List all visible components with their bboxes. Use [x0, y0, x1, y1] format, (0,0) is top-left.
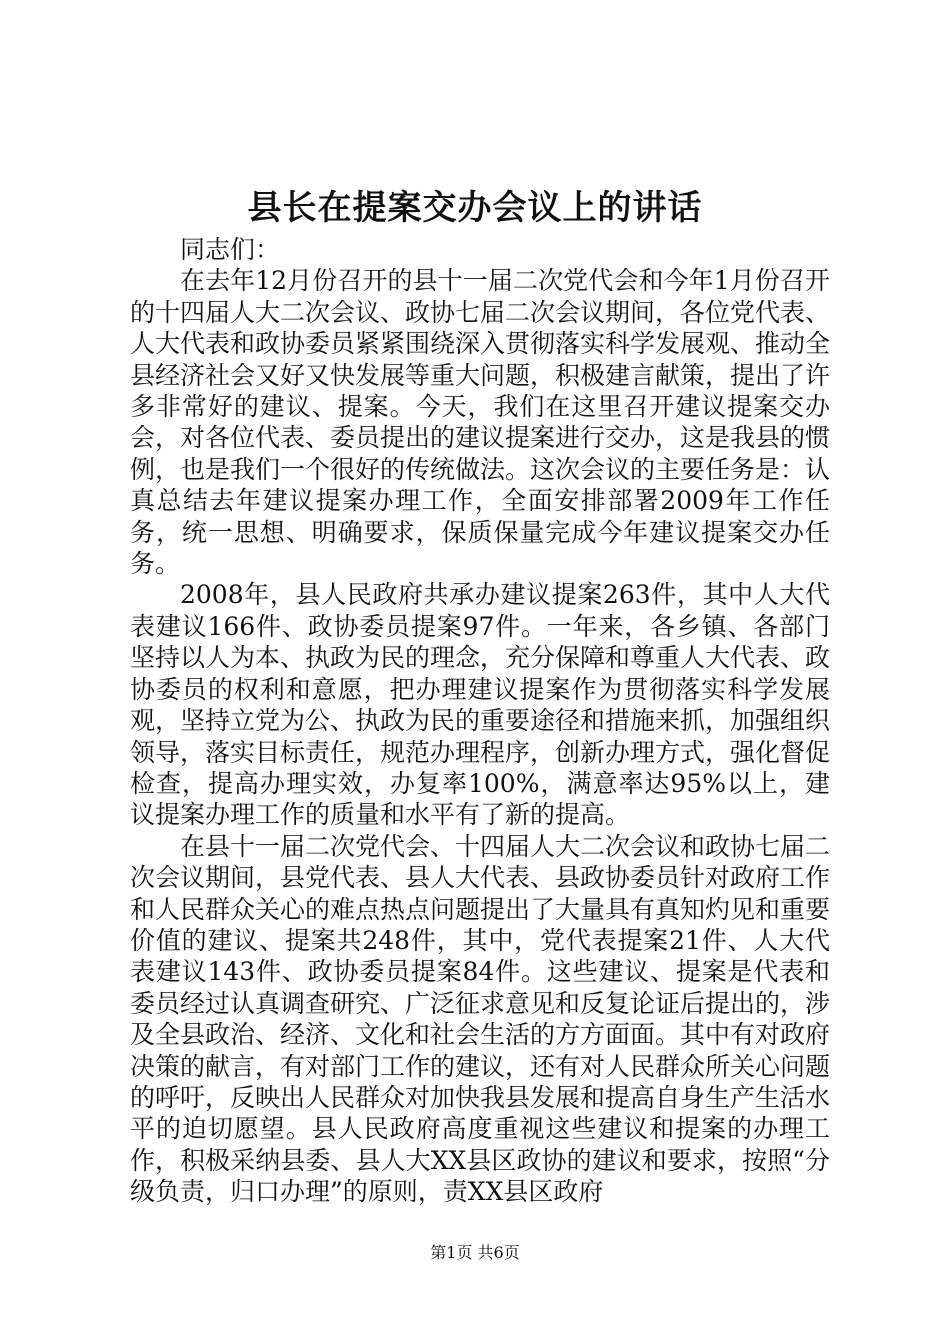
- paragraph-3: 在县十一届二次党代会、十四届人大二次会议和政协七届二次会议期间，县党代表、县人大代表、县政协委员针对政府工作和人民群众关心的难点热点问题提出了大量具有真知灼见和重要价值的建议、提案共248件，其中，党代表提案21件、人大代表建议143件、政协委员提案84件。这些建议、提案是代表和委员经过认真调查研究、广泛征求意见和反复论证后提出的，涉及全县政治、经济、文化和社会生活的方方面面。其中有对政府决策的献言，有对部门工作的建议，还有对人民群众所关心问题的呼吁，反映出人民群众对加快我县发展和提高自身生产生活水平的迫切愿望。县人民政府高度重视这些建议和提案的办理工作，积极采纳县委、县人大XX县区政协的建议和要求，按照“分级负责，归口办理”的原则，责XX县区政府: [130, 831, 831, 1207]
- document-body: [130, 234, 830, 1208]
- greeting: 同志们：: [180, 235, 281, 264]
- page-number-footer: 第1页 共6页: [430, 1243, 520, 1262]
- paragraph-2: 2008年，县人民政府共承办建议提案263件，其中人大代表建议166件、政协委员提案97件。一年来，各乡镇、各部门坚持以人为本、执政为民的理念，充分保障和尊重人大代表、政协委员的权利和意愿，把办理建议提案作为贯彻落实科学发展观，坚持立党为公、执政为民的重要途径和措施来抓，加强组织领导，落实目标责任，规范办理程序，创新办理方式，强化督促检查，提高办理实效，办复率100%，满意率达95%以上，建议提案办理工作的质量和水平有了新的提高。: [130, 580, 831, 830]
- document-title: 县长在提案交办会议上的讲话: [247, 188, 703, 228]
- paragraph-1: 在去年12月份召开的县十一届二次党代会和今年1月份召开的十四届人大二次会议、政协七届二次会议期间，各位党代表、人大代表和政协委员紧紧围绕深入贯彻落实科学发展观、推动全县经济社会又好又快发展等重大问题，积极建言献策，提出了许多非常好的建议、提案。今天，我们在这里召开建议提案交办会，对各位代表、委员提出的建议提案进行交办，这是我县的惯例，也是我们一个很好的传统做法。这次会议的主要任务是：认真总结去年建议提案办理工作，全面安排部署2009年工作任务，统一思想、明确要求，保质保量完成今年建议提案交办任务。: [130, 266, 831, 579]
